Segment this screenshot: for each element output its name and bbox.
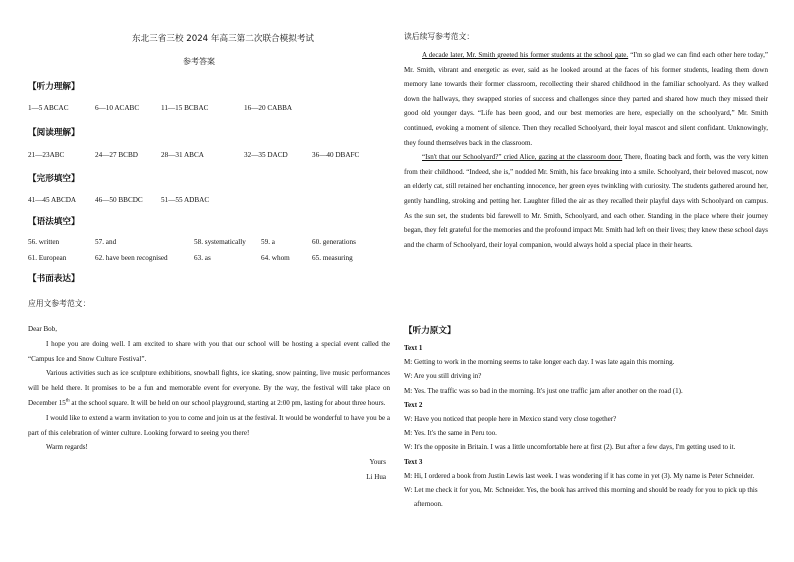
- transcript-line: W: It's the opposite in Britain. I was a little uncomfortable here at first (2). But after a few days, I'm getting used to it.: [404, 443, 736, 452]
- answer-group: 46—50 BBCDC: [95, 196, 143, 204]
- ordinal-suffix: th: [65, 398, 70, 404]
- section-grammar: 【语法填空】: [28, 217, 80, 227]
- letter-closing: Warm regards!: [46, 443, 88, 452]
- section-listening: 【听力理解】: [28, 82, 80, 92]
- letter-yours: Yours: [369, 458, 386, 467]
- sample-letter: [28, 322, 390, 485]
- answer-group: 6—10 ACABC: [95, 104, 140, 112]
- grammar-answer: 62. have been recognised: [95, 254, 168, 262]
- transcript-line: W: Let me check it for you, Mr. Schneider. Yes, the book has arrived this morning and should be ready for you to pick up this afternoon.: [404, 486, 758, 509]
- section-listening-script: 【听力原文】: [404, 326, 456, 336]
- essay-paragraph: [404, 150, 768, 252]
- answer-group: 24—27 BCBD: [95, 151, 138, 159]
- transcript-line: M: Yes. The traffic was so bad in the morning. It's just one traffic jam after another on the road (1).: [404, 386, 683, 395]
- letter-heading: 应用文参考范文：: [28, 299, 91, 308]
- grammar-answer: 64. whom: [261, 254, 290, 262]
- grammar-answer: 61. European: [28, 254, 67, 262]
- letter-paragraph: [28, 366, 390, 410]
- answer-group: 16—20 CABBA: [244, 104, 293, 112]
- continuation-essay: [404, 48, 768, 252]
- grammar-answer: 60. generations: [312, 238, 356, 246]
- essay-text: “I'm so glad we can find each other here today,” Mr. Smith, vibrant and energetic as ever, said as he looked around at the faces of his former students, leading them down memory lane towards their former classroom, recollecting their shared childhood in the familiar schoolyard. As they walked down the hallways, they swapped stories of success and challenges since they parted and shared how much they missed their good old younger days. “Life has been good, and our best memories are here, especially on the schoolyard,” Mr. Smith continued, evoking a moment of silence. Then they recalled Schoolyard, their loyal mascot and silent confidant. Unknowingly, they found themselves back in the classroom.: [404, 51, 768, 147]
- transcript-line: M: Getting to work in the morning seems to take longer each day. I was late again this morning.: [404, 358, 675, 367]
- answer-group: 1—5 ABCAC: [28, 104, 69, 112]
- answer-group: 51—55 ADBAC: [161, 196, 210, 204]
- prompt-sentence: “Isn't that our Schoolyard?” cried Alice, gazing at the classroom door.: [422, 153, 623, 162]
- grammar-answer: 63. as: [194, 254, 211, 262]
- answer-group: 41—45 ABCDA: [28, 196, 77, 204]
- grammar-answer: 59. a: [261, 238, 275, 246]
- prompt-sentence: A decade later, Mr. Smith greeted his former students at the school gate.: [422, 51, 629, 59]
- answer-group: 28—31 ABCA: [161, 151, 204, 159]
- page-title: 东北三省三校 2024 年高三第二次联合模拟考试: [131, 34, 315, 44]
- continuation-heading: 读后续写参考范文：: [404, 32, 475, 41]
- letter-paragraph: I hope you are doing well. I am excited to share with you that our school will be hosting a special event called the “Campus Ice and Snow Culture Festival”.: [28, 339, 390, 363]
- letter-signature: Li Hua: [366, 472, 386, 481]
- grammar-answer: 58. systematically: [194, 238, 246, 246]
- transcript-line: M: Yes. It's the same in Peru too.: [404, 429, 497, 438]
- transcript-line: M: Hi, I ordered a book from Justin Lewis last week. I was wondering if it has come in yet (3). My name is Peter Schneider.: [404, 471, 755, 480]
- essay-paragraph: [404, 48, 768, 150]
- listening-transcript: [404, 341, 768, 511]
- section-cloze: 【完形填空】: [28, 174, 80, 184]
- grammar-answer: 56. written: [28, 238, 60, 246]
- letter-text: at the school square. It will be held on our school playground, starting at 2:00 pm, lasting for about three hours.: [69, 398, 386, 407]
- transcript-text-heading: Text 2: [404, 400, 423, 409]
- answer-group: 36—40 DBAFC: [312, 151, 360, 159]
- section-writing: 【书面表达】: [28, 274, 80, 284]
- grammar-answer: 57. and: [95, 238, 117, 246]
- answer-group: 21—23ABC: [28, 151, 65, 159]
- letter-paragraph: I would like to extend a warm invitation to you to come and join us at the festival. It would be wonderful to have you be a part of this celebration of winter culture. Looking forward to seeing you there!: [28, 413, 390, 437]
- answer-group: 32—35 DACD: [244, 151, 288, 159]
- transcript-line: W: Are you still driving in?: [404, 372, 482, 381]
- transcript-text-heading: Text 3: [404, 457, 423, 466]
- section-reading: 【阅读理解】: [28, 128, 80, 138]
- page-subtitle: 参考答案: [183, 57, 215, 66]
- transcript-line: W: Have you noticed that people here in Mexico stand very close together?: [404, 415, 617, 424]
- essay-text: There, floating back and forth, was the very kitten from their childhood. “Indeed, she is,” nodded Mr. Smith, his face breaking into a smile. Schoolyard, their beloved mascot, now an elderly cat, still retained her enchanting innocence, her green eyes twinkling with curiosity. The students gathered around her, gently handling, stroking and petting her. Laughter filled the air as they recalled their playful days with Schoolyard on campus. As the sun set, the students bid farewell to Mr. Smith, Schoolyard, and each other. Standing in the place where their journey began, they felt grateful for the memories and the profound impact Mr. Smith had left on their lives; they knew these school days and the charm of Schoolyard, their loyal companion, would always hold a special place in their hearts.: [404, 153, 768, 249]
- answer-group: 11—15 BCBAC: [161, 104, 209, 112]
- letter-salutation: Dear Bob,: [28, 325, 57, 333]
- transcript-text-heading: Text 1: [404, 344, 423, 352]
- grammar-answer: 65. measuring: [312, 254, 353, 262]
- letter-text: Various activities such as ice sculpture exhibitions, snowball fights, ice skating, snow painting, live music performances will be held there. It promises to be a fun and memorable event for everyone. By the way, the festival will take place on December 15: [28, 369, 390, 407]
